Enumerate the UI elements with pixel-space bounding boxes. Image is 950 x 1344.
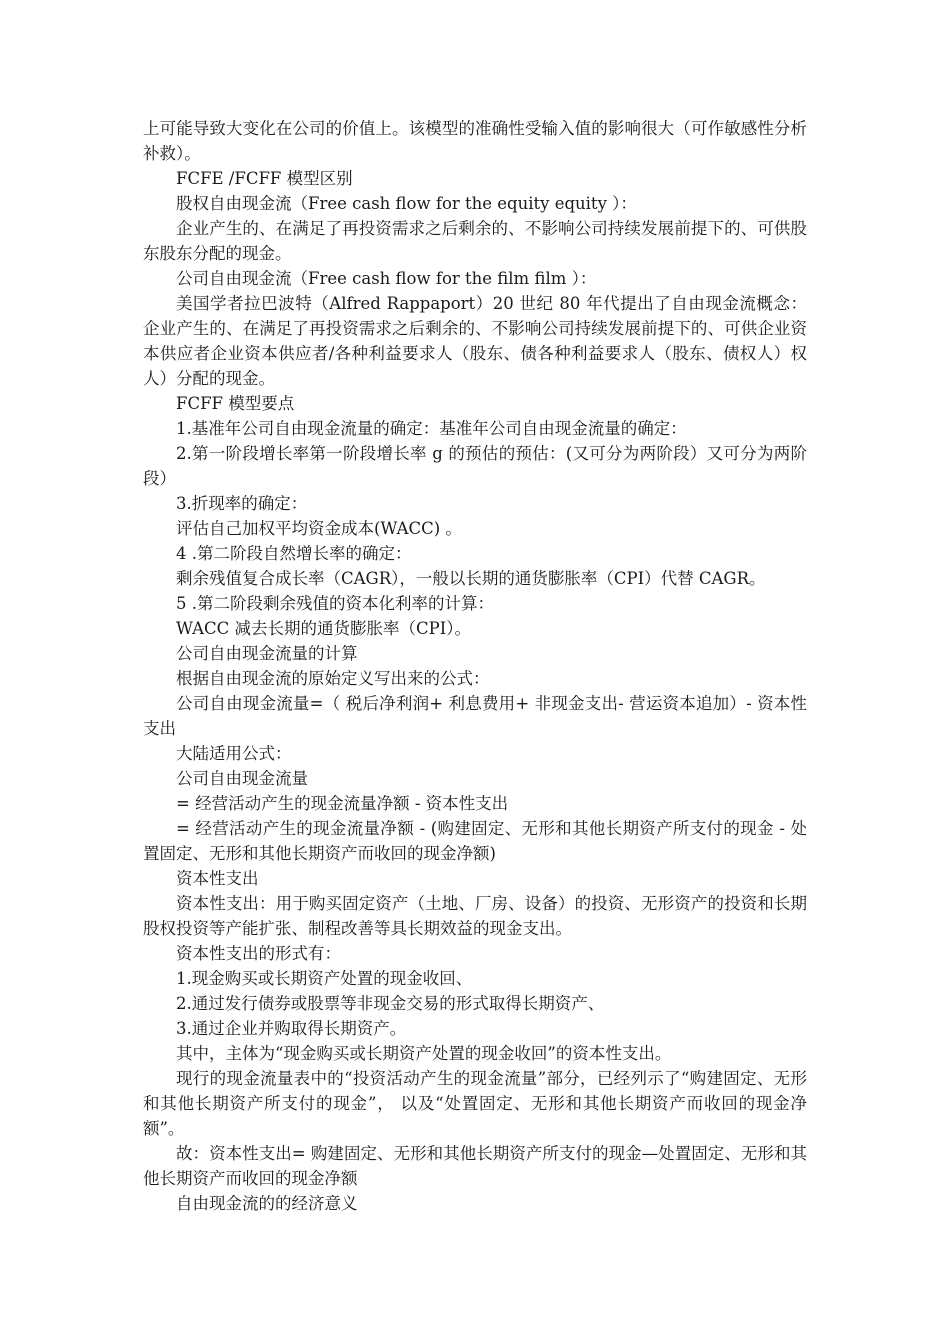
paragraph: 其中，主体为“现金购买或长期资产处置的现金收回”的资本性支出。 bbox=[176, 1044, 672, 1063]
paragraph: 股权自由现金流（Free cash flow for the equity equity ）： bbox=[176, 194, 637, 213]
paragraph: 根据自由现金流的原始定义写出来的公式： bbox=[176, 669, 490, 688]
paragraph: 现行的现金流量表中的“投资活动产生的现金流量”部分，已经列示了“购建固定、无形和其他长期资产所支付的现金”， 以及“处置固定、无形和其他长期资产而收回的现金净额”。 bbox=[143, 1069, 807, 1138]
paragraph: 3.通过企业并购取得长期资产。 bbox=[176, 1019, 407, 1038]
document-page bbox=[143, 116, 807, 1216]
paragraph: 1.现金购买或长期资产处置的现金收回、 bbox=[176, 969, 473, 988]
paragraph: 2.通过发行债券或股票等非现金交易的形式取得长期资产、 bbox=[176, 994, 605, 1013]
paragraph: 2.第一阶段增长率第一阶段增长率 g 的预估的预估：(又可分为两阶段）又可分为两阶段） bbox=[143, 444, 807, 488]
paragraph: FCFE /FCFF 模型区别 bbox=[176, 169, 353, 188]
paragraph: 美国学者拉巴波特（Alfred Rappaport）20 世纪 80 年代提出了自由现金流概念：企业产生的、在满足了再投资需求之后剩余的、不影响公司持续发展前提下的、可供企业资本供应者企业资本供应者/各种利益要求人（股东、债各种利益要求人（股东、债权人）权人）分配的现金。 bbox=[143, 294, 807, 388]
paragraph: 3.折现率的确定： bbox=[176, 494, 308, 513]
paragraph: = 经营活动产生的现金流量净额 - 资本性支出 bbox=[176, 794, 509, 813]
paragraph: 自由现金流的的经济意义 bbox=[176, 1194, 358, 1213]
paragraph: WACC 减去长期的通货膨胀率（CPI）。 bbox=[176, 619, 472, 638]
paragraph: 剩余残值复合成长率（CAGR），一般以长期的通货膨胀率（CPI）代替 CAGR。 bbox=[176, 569, 766, 588]
paragraph: 资本性支出 bbox=[176, 869, 259, 888]
paragraph: 4 .第二阶段自然增长率的确定： bbox=[176, 544, 412, 563]
paragraph: 故：资本性支出= 购建固定、无形和其他长期资产所支付的现金—处置固定、无形和其他长期资产而收回的现金净额 bbox=[143, 1144, 807, 1188]
paragraph: 公司自由现金流量 bbox=[176, 769, 308, 788]
paragraph: 企业产生的、在满足了再投资需求之后剩余的、不影响公司持续发展前提下的、可供股东股东分配的现金。 bbox=[143, 219, 807, 263]
paragraph: 资本性支出：用于购买固定资产（土地、厂房、设备）的投资、无形资产的投资和长期股权投资等产能扩张、制程改善等具长期效益的现金支出。 bbox=[143, 894, 807, 938]
paragraph: 资本性支出的形式有： bbox=[176, 944, 341, 963]
paragraph: 大陆适用公式： bbox=[176, 744, 292, 763]
paragraph: 评估自己加权平均资金成本(WACC) 。 bbox=[176, 519, 462, 538]
paragraph: 公司自由现金流（Free cash flow for the film film ）： bbox=[176, 269, 597, 288]
paragraph: = 经营活动产生的现金流量净额 - (购建固定、无形和其他长期资产所支付的现金 - 处置固定、无形和其他长期资产而收回的现金净额) bbox=[143, 819, 807, 863]
paragraph: 上可能导致大变化在公司的价值上。该模型的准确性受输入值的影响很大（可作敏感性分析补救）。 bbox=[143, 119, 807, 163]
paragraph: FCFF 模型要点 bbox=[176, 394, 295, 413]
paragraph: 1.基准年公司自由现金流量的确定：基准年公司自由现金流量的确定： bbox=[176, 419, 687, 438]
paragraph: 5 .第二阶段剩余残值的资本化利率的计算： bbox=[176, 594, 494, 613]
paragraph: 公司自由现金流量=（ 税后净利润+ 利息费用+ 非现金支出- 营运资本追加）- 资本性支出 bbox=[143, 694, 807, 738]
paragraph: 公司自由现金流量的计算 bbox=[176, 644, 358, 663]
